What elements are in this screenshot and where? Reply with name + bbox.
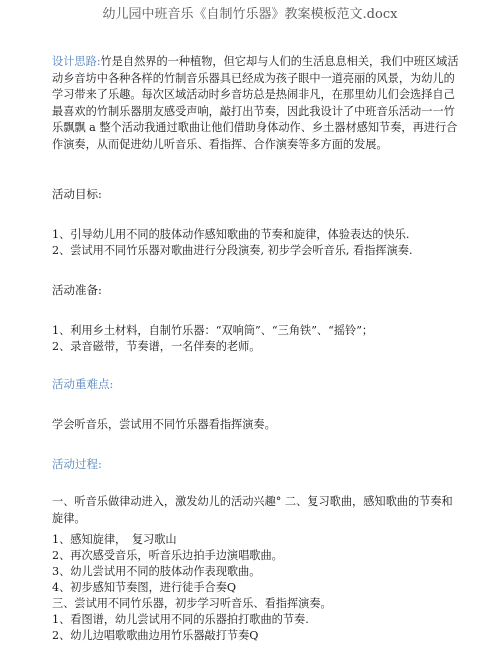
process-item: 4、初步感知节奏图，进行徒手合奏Q [52, 581, 237, 594]
process-item: 三、尝试用不同竹乐器，初步学习听音乐、看指挥演奏。 [52, 597, 332, 610]
goals-heading: 活动目标: [52, 187, 102, 201]
process-heading: 活动过程: [52, 457, 102, 471]
design-paragraph [52, 54, 462, 153]
process-item: 2、再次感受音乐，听音乐边拍手边演唱歌曲。 [52, 549, 283, 562]
prep-item: 1、利用乡土材料，自制竹乐器：“双响筒”、“三角铁”、“摇铃”； [52, 324, 374, 337]
goal-item: 2、尝试用不同竹乐器对歌曲进行分段演奏, 初步学会听音乐, 看指挥演奏. [52, 244, 413, 257]
process-item: 1、看图谱，幼儿尝试用不同的乐器拍打歌曲的节奏. [52, 613, 309, 626]
process-intro: 一、听音乐做律动进入，激发幼儿的活动兴趣° 二、复习歌曲，感知歌曲的节奏和旋律。 [52, 495, 453, 525]
document-title: 幼儿园中班音乐《自制竹乐器》教案模板范文.docx [102, 7, 398, 22]
process-item: 1、感知旋律， 复习歌山 [52, 533, 177, 546]
process-item: 3、幼儿尝试用不同的肢体动作表现歌曲。 [52, 565, 261, 578]
key-text: 学会听音乐，尝试用不同竹乐器看指挥演奏。 [52, 418, 276, 431]
prep-item: 2、录音磁带，节奏谱，一名伴奏的老师。 [52, 340, 261, 353]
key-heading: 活动重难点: [52, 377, 114, 391]
process-item: 2、幼儿边唱歌歌曲边用竹乐器敲打节奏Q [52, 629, 259, 642]
design-text: 竹是自然界的一种植物，但它却与人们的生活息息相关，我们中班区域活动乡音坊中各种各样的竹制音乐器具已经成为孩子眼中一道亮丽的风景，为幼儿的学习带来了乐趣。每次区域活动时乡音坊总是热闹非凡，在那里幼儿们会选择自己最喜欢的竹制乐器朋友感受声响，敲打出节奏，因此我设计了中班音乐活动一一竹乐飘飘 a 整个活动我通过歌曲让他们借助身体动作、乡土器材感知节奏，再进行合作演奏，从而促进幼儿听音乐、看指挥、合作演奏等多方面的发展。 [52, 55, 459, 151]
goal-item: 1、引导幼儿用不同的肢体动作感知歌曲的节奏和旋律，体验表达的快乐. [52, 228, 410, 241]
prep-heading: 活动准备: [52, 283, 102, 297]
design-label: 设计思路: [52, 55, 101, 68]
